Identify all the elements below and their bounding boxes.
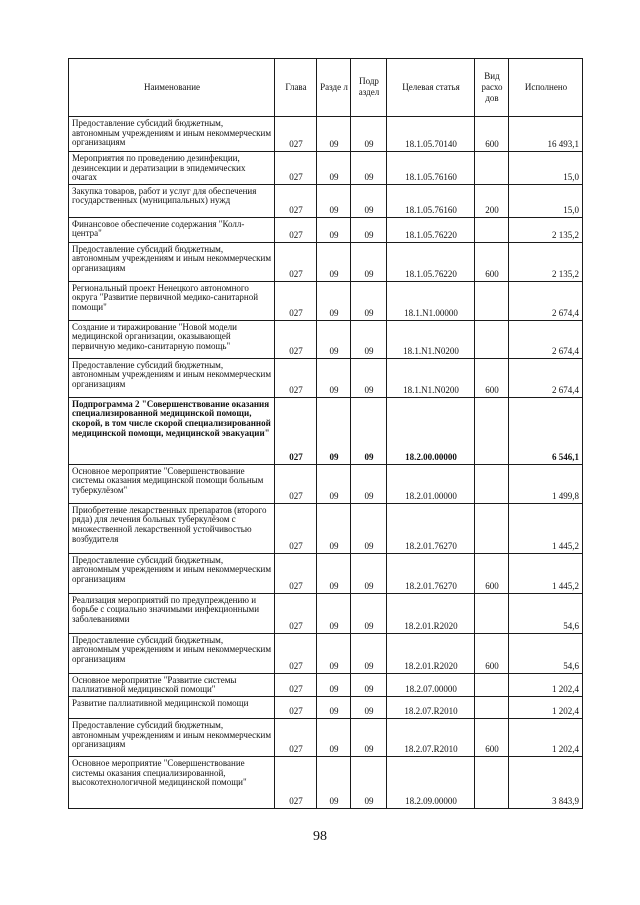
cell-target-article: 18.2.00.00000 [387,397,475,464]
table-row [69,633,583,673]
cell-expense-type [475,217,509,242]
cell-expense-type [475,464,509,503]
cell-subsection: 09 [351,242,387,281]
cell-subsection: 09 [351,320,387,358]
table-row [69,756,583,808]
cell-chapter: 027 [275,553,317,593]
cell-expense-type [475,397,509,464]
cell-chapter: 027 [275,281,317,320]
cell-section: 09 [317,503,351,553]
cell-executed: 3 843,9 [509,756,583,808]
cell-executed: 2 674,4 [509,358,583,397]
cell-target-article: 18.1.05.70140 [387,117,475,152]
header-target-article: Целевая статья [387,59,475,117]
cell-chapter: 027 [275,756,317,808]
cell-section: 09 [317,696,351,718]
cell-subsection: 09 [351,553,387,593]
cell-executed: 54,6 [509,633,583,673]
table-row [69,217,583,242]
cell-executed: 1 202,4 [509,673,583,696]
cell-expense-type: 600 [475,718,509,756]
cell-subsection: 09 [351,117,387,152]
cell-section: 09 [317,397,351,464]
cell-name: Развитие паллиативной медицинской помощи [69,696,275,718]
cell-chapter: 027 [275,152,317,185]
cell-target-article: 18.2.01.R2020 [387,593,475,633]
table-row [69,281,583,320]
cell-subsection: 09 [351,696,387,718]
cell-subsection: 09 [351,281,387,320]
cell-name: Основное мероприятие "Совершенствование системы оказания медицинской помощи больным туберкулёзом" [69,464,275,503]
header-chapter: Глава [275,59,317,117]
cell-name: Закупка товаров, работ и услуг для обеспечения государственных (муниципальных) нужд [69,184,275,217]
cell-subsection: 09 [351,633,387,673]
cell-target-article: 18.2.07.R2010 [387,718,475,756]
cell-chapter: 027 [275,633,317,673]
cell-expense-type: 600 [475,117,509,152]
cell-subsection: 09 [351,397,387,464]
cell-section: 09 [317,358,351,397]
cell-name: Подпрограмма 2 "Совершенствование оказания специализированной медицинской помощи, скорой, в том числе скорой специализированной медицинской помощи, медицинской эвакуации" [69,397,275,464]
cell-section: 09 [317,673,351,696]
cell-expense-type [475,281,509,320]
table-row [69,242,583,281]
cell-target-article: 18.2.07.R2010 [387,696,475,718]
table-row [69,184,583,217]
cell-section: 09 [317,320,351,358]
table-row [69,464,583,503]
cell-target-article: 18.1.05.76220 [387,242,475,281]
cell-name: Предоставление субсидий бюджетным, автономным учреждениям и иным некоммерческим организациям [69,242,275,281]
cell-target-article: 18.2.01.76270 [387,503,475,553]
cell-target-article: 18.2.01.R2020 [387,633,475,673]
cell-section: 09 [317,633,351,673]
cell-target-article: 18.2.07.00000 [387,673,475,696]
cell-name: Предоставление субсидий бюджетным, автономным учреждениям и иным некоммерческим организациям [69,633,275,673]
cell-chapter: 027 [275,184,317,217]
cell-target-article: 18.1.N1.N0200 [387,320,475,358]
budget-table [68,58,583,809]
cell-chapter: 027 [275,718,317,756]
cell-target-article: 18.1.N1.N0200 [387,358,475,397]
cell-expense-type: 600 [475,242,509,281]
cell-section: 09 [317,553,351,593]
cell-executed: 2 135,2 [509,242,583,281]
cell-subsection: 09 [351,184,387,217]
cell-expense-type [475,673,509,696]
table-row [69,553,583,593]
table-row [69,152,583,185]
cell-name: Предоставление субсидий бюджетным, автономным учреждениям и иным некоммерческим организациям [69,358,275,397]
cell-chapter: 027 [275,696,317,718]
cell-subsection: 09 [351,673,387,696]
cell-executed: 6 546,1 [509,397,583,464]
cell-expense-type [475,696,509,718]
cell-name: Мероприятия по проведению дезинфекции, дезинсекции и дератизации в эпидемических очагах [69,152,275,185]
cell-section: 09 [317,117,351,152]
cell-expense-type: 600 [475,633,509,673]
header-executed: Исполнено [509,59,583,117]
cell-executed: 16 493,1 [509,117,583,152]
cell-name: Основное мероприятие "Совершенствование системы оказания специализированной, высокотехнологичной медицинской помощи" [69,756,275,808]
cell-name: Финансовое обеспечение содержания "Колл-центра" [69,217,275,242]
cell-name: Предоставление субсидий бюджетным, автономным учреждениям и иным некоммерческим организациям [69,553,275,593]
cell-executed: 15,0 [509,152,583,185]
cell-target-article: 18.2.09.00000 [387,756,475,808]
table-row [69,397,583,464]
cell-section: 09 [317,718,351,756]
header-section: Разде л [317,59,351,117]
table-body [69,117,583,809]
table-row [69,593,583,633]
cell-expense-type: 600 [475,553,509,593]
cell-chapter: 027 [275,117,317,152]
cell-executed: 2 674,4 [509,281,583,320]
cell-chapter: 027 [275,358,317,397]
table-row [69,358,583,397]
cell-target-article: 18.2.01.76270 [387,553,475,593]
cell-section: 09 [317,593,351,633]
cell-chapter: 027 [275,320,317,358]
table-row [69,696,583,718]
cell-section: 09 [317,464,351,503]
cell-expense-type: 600 [475,358,509,397]
table-row [69,673,583,696]
cell-name: Предоставление субсидий бюджетным, автономным учреждениям и иным некоммерческим организациям [69,117,275,152]
cell-subsection: 09 [351,217,387,242]
cell-section: 09 [317,756,351,808]
table-row [69,503,583,553]
cell-expense-type [475,593,509,633]
table-row [69,320,583,358]
cell-executed: 15,0 [509,184,583,217]
cell-subsection: 09 [351,756,387,808]
page-number: 98 [313,829,327,844]
cell-executed: 1 499,8 [509,464,583,503]
cell-executed: 1 445,2 [509,553,583,593]
cell-name: Приобретение лекарственных препаратов (второго ряда) для лечения больных туберкулёзом с множественной лекарственной устойчивостью возбудителя [69,503,275,553]
cell-subsection: 09 [351,464,387,503]
cell-chapter: 027 [275,242,317,281]
cell-executed: 2 674,4 [509,320,583,358]
cell-target-article: 18.1.05.76160 [387,152,475,185]
cell-section: 09 [317,152,351,185]
cell-executed: 2 135,2 [509,217,583,242]
cell-expense-type [475,152,509,185]
cell-chapter: 027 [275,673,317,696]
cell-target-article: 18.2.01.00000 [387,464,475,503]
cell-subsection: 09 [351,718,387,756]
cell-executed: 54,6 [509,593,583,633]
cell-subsection: 09 [351,152,387,185]
cell-subsection: 09 [351,503,387,553]
cell-chapter: 027 [275,503,317,553]
cell-name: Основное мероприятие "Развитие системы паллиативной медицинской помощи" [69,673,275,696]
cell-expense-type [475,503,509,553]
cell-executed: 1 202,4 [509,696,583,718]
cell-section: 09 [317,184,351,217]
cell-executed: 1 202,4 [509,718,583,756]
cell-expense-type [475,756,509,808]
cell-section: 09 [317,281,351,320]
cell-chapter: 027 [275,464,317,503]
cell-section: 09 [317,217,351,242]
cell-chapter: 027 [275,593,317,633]
cell-chapter: 027 [275,397,317,464]
cell-executed: 1 445,2 [509,503,583,553]
cell-chapter: 027 [275,217,317,242]
cell-subsection: 09 [351,358,387,397]
cell-target-article: 18.1.N1.00000 [387,281,475,320]
cell-expense-type [475,320,509,358]
cell-name: Региональный проект Ненецкого автономного округа "Развитие первичной медико-санитарной помощи" [69,281,275,320]
header-subsection: Подр аздел [351,59,387,117]
cell-target-article: 18.1.05.76220 [387,217,475,242]
cell-name: Реализация мероприятий по предупреждению и борьбе с социально значимыми инфекционными заболеваниями [69,593,275,633]
cell-name: Создание и тиражирование "Новой модели медицинской организации, оказывающей первичную медико-санитарную помощь" [69,320,275,358]
cell-section: 09 [317,242,351,281]
cell-subsection: 09 [351,593,387,633]
cell-expense-type: 200 [475,184,509,217]
table-header-row [69,59,583,117]
header-expense-type: Вид расхо дов [475,59,509,117]
cell-name: Предоставление субсидий бюджетным, автономным учреждениям и иным некоммерческим организациям [69,718,275,756]
table-row [69,117,583,152]
header-name: Наименование [69,59,275,117]
cell-target-article: 18.1.05.76160 [387,184,475,217]
table-row [69,718,583,756]
